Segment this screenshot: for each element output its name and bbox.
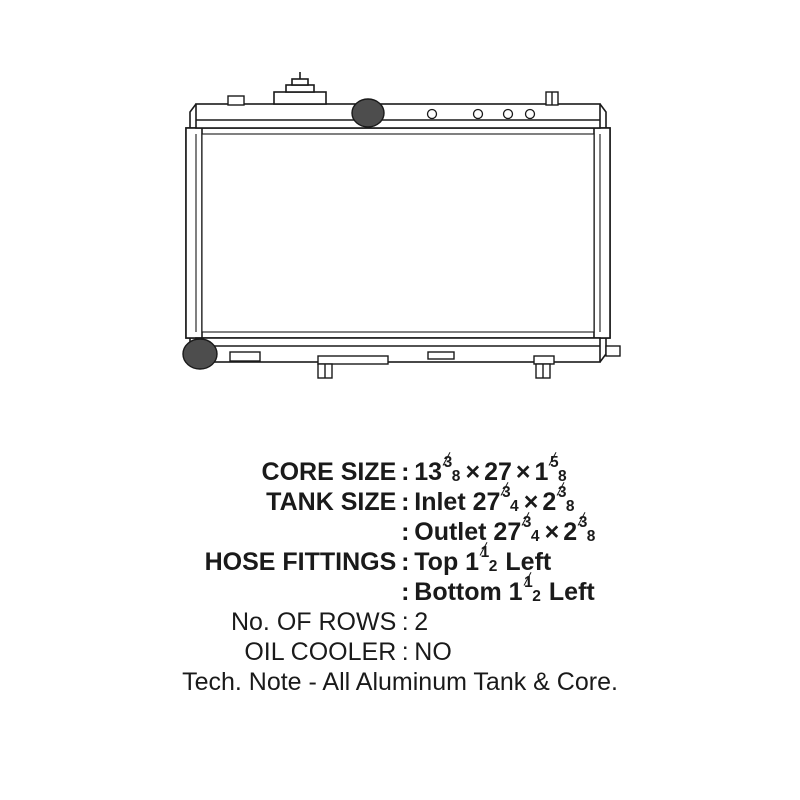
top-stud [428, 110, 437, 119]
filler-neck [274, 72, 326, 104]
fraction-3-8: 3 8 [557, 483, 575, 516]
spec-label-no-of-rows: No. OF ROWS [230, 608, 397, 636]
specs-body [182, 453, 618, 698]
top-tank [196, 104, 600, 128]
fraction-1-2: 1 2 [524, 573, 541, 606]
spec-value-hose-top: Top 1 1 2 Left [414, 543, 552, 576]
bottom-outlet-port [183, 339, 217, 369]
top-stud [526, 110, 535, 119]
top-mount-bracket-right [546, 92, 558, 105]
left-side-channel [186, 128, 202, 338]
fraction-3-8: 3 8 [443, 453, 461, 486]
top-tank-lip-right [600, 104, 606, 128]
top-inlet-port [352, 99, 384, 127]
spec-label-hose-fittings: HOSE FITTINGS [204, 548, 397, 576]
fraction-5-8: 5 8 [549, 453, 567, 486]
tech-note: Tech. Note - All Aluminum Tank & Core. [182, 668, 618, 696]
spec-colon: : [401, 608, 409, 636]
spec-row-hose-fittings-top [182, 548, 618, 578]
spec-colon: : [401, 578, 410, 606]
specification-table [0, 453, 800, 698]
spec-colon: : [401, 458, 410, 486]
bottom-bracket-mid [428, 352, 454, 359]
fraction-1-2: 1 2 [480, 543, 498, 576]
spec-row-rows [182, 608, 618, 638]
bottom-mount-right [534, 356, 554, 378]
spec-value-tank-size-inlet: Inlet 27 3 4 × 2 3 8 [414, 483, 575, 516]
spec-label-blank [182, 518, 396, 548]
top-stud [474, 110, 483, 119]
bottom-tank-lip-right [600, 338, 606, 362]
spec-value-tank-size-outlet: Outlet 27 3 4 × 2 3 8 [414, 513, 596, 546]
spec-colon: : [401, 548, 410, 576]
bottom-bracket-left [230, 352, 260, 361]
spec-colon: : [401, 518, 410, 546]
spec-label-core-size: CORE SIZE [261, 458, 397, 486]
specs-table [182, 453, 618, 698]
spec-row-hose-fittings-bottom [182, 578, 618, 608]
spec-row-oil-cooler [182, 638, 618, 668]
spec-label-tank-size: TANK SIZE [266, 488, 397, 516]
spec-colon: : [401, 488, 410, 516]
bottom-right-outlet-stub [606, 346, 620, 356]
top-mount-bracket-left [228, 96, 244, 105]
spec-value-oil-cooler: NO [414, 638, 452, 666]
spec-value-no-of-rows: 2 [414, 608, 429, 636]
fraction-3-4: 3 4 [501, 483, 519, 516]
spec-value-core-size: 13 3 8 × 27 × 1 5 8 [414, 453, 567, 486]
fraction-3-4: 3 4 [522, 513, 540, 546]
bottom-drain-assembly [318, 356, 388, 378]
fin-pack [202, 134, 594, 332]
spec-colon: : [401, 638, 409, 666]
spec-value-hose-bottom: Bottom 1 1 2 Left [414, 573, 595, 606]
spec-label-blank [182, 578, 396, 608]
top-tank-lip-left [190, 104, 196, 128]
spec-row-tank-size-inlet [182, 488, 618, 518]
top-stud [504, 110, 513, 119]
right-side-channel [594, 128, 610, 338]
spec-row-core-size [182, 458, 618, 488]
spec-row-tank-size-outlet [182, 518, 618, 548]
spec-row-tech-note [182, 668, 618, 698]
spec-label-oil-cooler: OIL COOLER [244, 638, 397, 666]
fraction-3-8: 3 8 [578, 513, 596, 546]
